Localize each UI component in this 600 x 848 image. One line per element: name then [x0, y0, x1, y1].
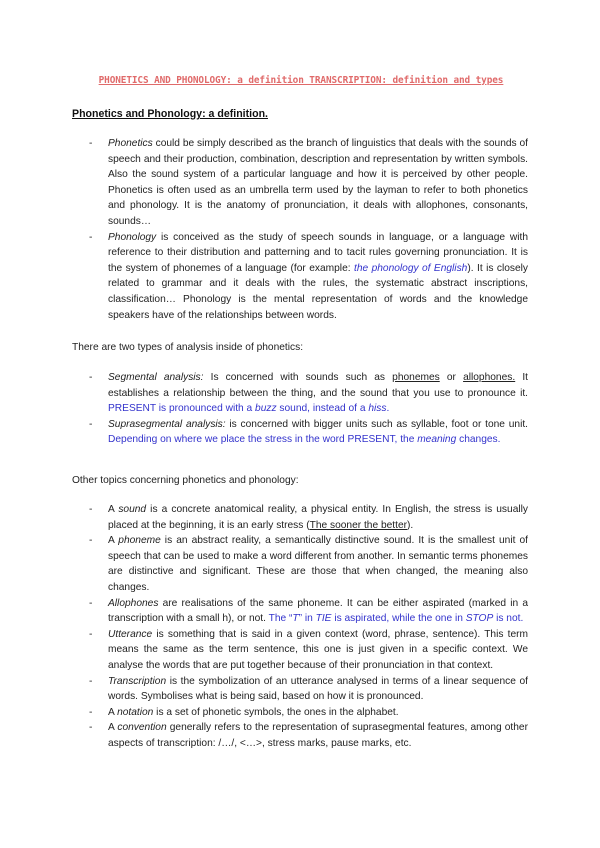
- example-text: .: [386, 403, 390, 415]
- example-text: The “: [268, 613, 293, 625]
- analysis-segmental: [0, 370, 600, 417]
- example-text: Depending on where we place the stress in the word PRESENT, the: [108, 434, 418, 446]
- topic-sound: [0, 502, 600, 533]
- text: A: [108, 706, 118, 718]
- term: Allophones: [108, 597, 159, 609]
- list-dash: -: [89, 597, 93, 609]
- definition-phonetics: [0, 136, 600, 230]
- list-dash: -: [89, 722, 93, 734]
- text: are realisations of the same phoneme. It can be either aspirated (marked in a transcription with a small h), or not.: [108, 597, 528, 625]
- list-dash: -: [89, 675, 93, 687]
- text: is something that is said in a given context (word, phrase, sentence). This term means the same as the term sentence, this one is just given in a specific context. We analyse the words that are put together because of their pronunciation in that context.: [108, 628, 528, 671]
- example-text: STOP: [465, 613, 494, 625]
- definition-text: could be simply described as the branch of linguistics that deals with the sounds of speech and their production, combination, description and representation by written symbols. Also the sound system of a particular language and how it is perceived by other people. Phonetics is often used as an umbrella term used by the layman to refer to both phonetics and phonology. It is the anatomy of pronunciation, it deals with allophones, consonants, sounds…: [108, 138, 528, 227]
- example-text: is not.: [493, 613, 524, 625]
- list-dash: -: [89, 504, 93, 515]
- term: phoneme: [118, 535, 161, 547]
- list-dash: -: [89, 706, 93, 718]
- text: A: [108, 504, 119, 515]
- analysis-intro: There are two types of analysis inside of phonetics:: [72, 342, 304, 353]
- topic-convention: [0, 720, 600, 751]
- text: It establishes a relationship between the thing, and the sound that you use to pronounce it.: [108, 372, 528, 399]
- text: Is concerned with sounds such as: [203, 372, 393, 383]
- example-text: meaning: [417, 434, 457, 446]
- text: is the symbolization of an utterance analysed in terms of a linear sequence of words. Symbolises what is being said, based on how it is pronounced.: [108, 675, 528, 703]
- text: is a set of phonetic symbols, the ones in the alphabet.: [153, 706, 399, 718]
- list-dash: -: [89, 138, 93, 149]
- example-text: hiss: [368, 403, 387, 415]
- link-phonemes: phonemes: [392, 372, 440, 383]
- definition-text: ). It is closely related to grammar and it deals with the rules, the systematic abstract inscriptions, classification… Phonology is the mental representation of words and the knowledge speakers have of the relationships between words.: [108, 262, 528, 321]
- text: A: [108, 722, 118, 734]
- text: is concerned with bigger units such as syllable, foot or tone unit.: [225, 418, 529, 430]
- list-dash: -: [89, 535, 93, 547]
- definition-text: is conceived as the study of speech sounds in language, or a language with reference to their distribution and patterning and to tacit rules governing pronunciation. It is the system of phonemes of a language (for example:: [108, 231, 528, 274]
- example-text: is aspirated, while the one in: [331, 613, 466, 625]
- example-text: T: [292, 613, 299, 625]
- term: Phonology: [108, 231, 157, 243]
- term: convention: [117, 722, 167, 734]
- list-dash: -: [89, 418, 93, 430]
- analysis-suprasegmental: [0, 417, 600, 448]
- topic-utterance: [0, 627, 600, 674]
- text: ).: [407, 519, 414, 531]
- topic-allophones: [0, 596, 600, 627]
- example-text: the phonology of English: [353, 262, 468, 274]
- link-allophones: allophones.: [463, 372, 516, 383]
- example-text: ” in: [298, 613, 316, 625]
- definition-phonology: [0, 230, 600, 324]
- example-text: buzz: [255, 403, 277, 415]
- analysis-list: [0, 370, 600, 448]
- topic-phoneme: [0, 533, 600, 595]
- term: Utterance: [108, 628, 153, 640]
- text: generally refers to the representation of suprasegmental features, among other aspects of transcription: /…/, <…>, stress marks, pause marks, etc.: [108, 722, 528, 749]
- list-dash: -: [89, 231, 93, 243]
- term: notation: [117, 706, 154, 718]
- topic-transcription: [0, 674, 600, 705]
- text: is a concrete anatomical reality, a physical entity. In English, the stress is usually placed at the beginning, it is an early stress (: [108, 504, 528, 531]
- document-title: PHONETICS AND PHONOLOGY: a definition TRANSCRIPTION: definition and types: [98, 75, 504, 86]
- term: Segmental analysis:: [108, 372, 204, 383]
- underlined-text: The sooner the better: [309, 519, 408, 531]
- text: A: [108, 535, 119, 547]
- term: Transcription: [108, 675, 167, 687]
- topic-notation: [0, 705, 600, 721]
- text: or: [439, 372, 464, 383]
- term: sound: [118, 504, 147, 515]
- list-dash: -: [89, 628, 93, 640]
- topics-list: [0, 502, 600, 752]
- definitions-list: [0, 136, 600, 323]
- list-dash: -: [89, 372, 93, 383]
- term: Suprasegmental analysis:: [108, 418, 226, 430]
- example-text: sound, instead of a: [276, 403, 369, 415]
- section-heading: Phonetics and Phonology: a definition.: [72, 108, 268, 120]
- topics-intro: Other topics concerning phonetics and phonology:: [72, 475, 299, 486]
- example-text: TIE: [315, 613, 332, 625]
- text: is an abstract reality, a semantically distinctive sound. It is the smallest unit of speech that can be used to make a word different from another. In semantic terms phonemes are distinctive and significant. These are those that when changed, the meaning also changes.: [108, 535, 528, 593]
- example-text: PRESENT is pronounced with a: [108, 403, 256, 415]
- example-text: changes.: [456, 434, 501, 446]
- term: Phonetics: [108, 138, 153, 149]
